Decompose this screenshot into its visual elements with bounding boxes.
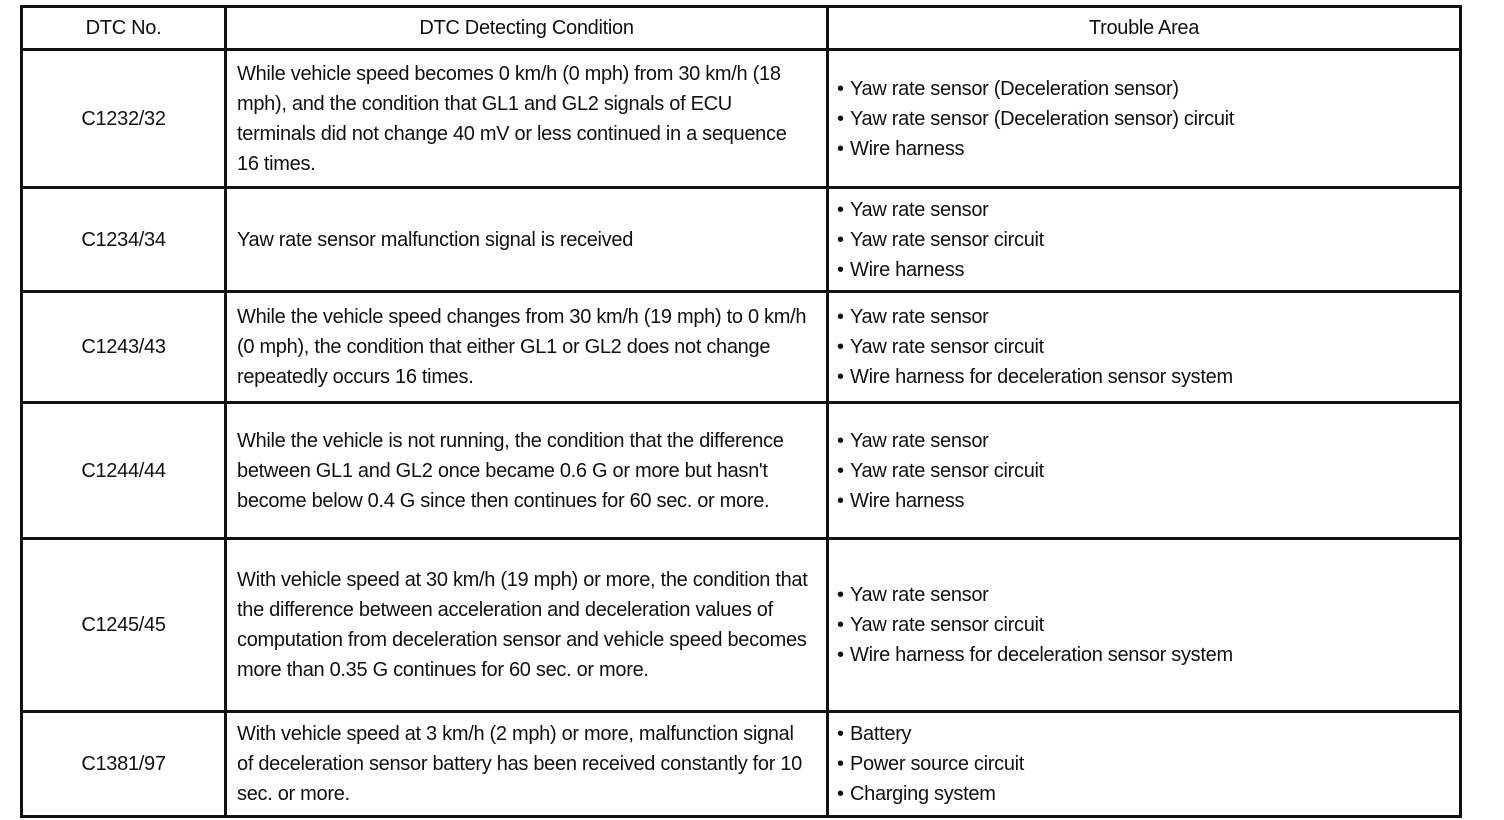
bullet-icon: •	[837, 77, 844, 100]
bullet-icon: •	[837, 107, 844, 130]
detecting-condition: While vehicle speed becomes 0 km/h (0 mph) from 30 km/h (18 mph), and the condition that GL1 and GL2 signals of ECU terminals did not change 40 mV or less continued in a sequence 16 times.	[226, 50, 828, 188]
bullet-icon: •	[837, 723, 844, 745]
trouble-area-item	[837, 719, 1449, 749]
trouble-area	[828, 712, 1461, 817]
bullet-icon: •	[837, 336, 844, 358]
bullet-icon: •	[837, 489, 844, 512]
bullet-icon: •	[837, 644, 844, 666]
table-row	[22, 50, 1461, 188]
trouble-area-item	[837, 74, 1449, 104]
bullet-icon: •	[837, 366, 844, 388]
trouble-area-item	[837, 749, 1449, 779]
trouble-area-text: Yaw rate sensor	[850, 584, 989, 606]
trouble-area-text: Wire harness for deceleration sensor system	[850, 366, 1233, 388]
dtc-code: C1244/44	[22, 403, 226, 539]
trouble-area	[828, 539, 1461, 712]
trouble-area-item	[837, 332, 1449, 362]
trouble-area-item	[837, 610, 1449, 640]
trouble-area-item	[837, 302, 1449, 332]
bullet-icon: •	[837, 198, 844, 221]
detecting-condition: With vehicle speed at 30 km/h (19 mph) or more, the condition that the difference between acceleration and deceleration values of computation from deceleration sensor and vehicle speed becomes more than 0.35 G continues for 60 sec. or more.	[226, 539, 828, 712]
header-dtc-no: DTC No.	[22, 7, 226, 50]
trouble-area	[828, 188, 1461, 292]
dtc-code: C1234/34	[22, 188, 226, 292]
trouble-area-text: Wire harness	[850, 489, 965, 512]
bullet-icon: •	[837, 306, 844, 328]
trouble-area-text: Yaw rate sensor (Deceleration sensor) circuit	[850, 107, 1235, 130]
trouble-area-text: Yaw rate sensor (Deceleration sensor)	[850, 77, 1179, 100]
trouble-area-text: Wire harness	[850, 137, 965, 160]
table-row	[22, 403, 1461, 539]
bullet-icon: •	[837, 459, 844, 482]
trouble-area-text: Charging system	[850, 783, 996, 805]
table-row	[22, 539, 1461, 712]
dtc-code: C1381/97	[22, 712, 226, 817]
dtc-code: C1243/43	[22, 292, 226, 403]
trouble-area-item	[837, 426, 1449, 456]
trouble-area-text: Wire harness for deceleration sensor system	[850, 644, 1233, 666]
trouble-area-item	[837, 195, 1449, 225]
trouble-area-text: Yaw rate sensor circuit	[850, 459, 1044, 482]
trouble-area-text: Power source circuit	[850, 753, 1025, 775]
detecting-condition: Yaw rate sensor malfunction signal is received	[226, 188, 828, 292]
trouble-area-item	[837, 134, 1449, 164]
table-row	[22, 292, 1461, 403]
header-row	[22, 7, 1461, 50]
trouble-area	[828, 403, 1461, 539]
trouble-area-text: Yaw rate sensor	[850, 429, 989, 452]
trouble-area	[828, 50, 1461, 188]
trouble-area	[828, 292, 1461, 403]
bullet-icon: •	[837, 614, 844, 636]
table-row	[22, 712, 1461, 817]
trouble-area-item	[837, 456, 1449, 486]
trouble-area-item	[837, 255, 1449, 285]
trouble-area-item	[837, 580, 1449, 610]
bullet-icon: •	[837, 429, 844, 452]
trouble-area-text: Battery	[850, 723, 912, 745]
trouble-area-item	[837, 362, 1449, 392]
header-detecting-condition: DTC Detecting Condition	[226, 7, 828, 50]
trouble-area-item	[837, 640, 1449, 670]
bullet-icon: •	[837, 228, 844, 251]
dtc-code: C1245/45	[22, 539, 226, 712]
trouble-area-text: Yaw rate sensor	[850, 198, 989, 221]
trouble-area-text: Yaw rate sensor circuit	[850, 228, 1044, 251]
dtc-table	[20, 5, 1462, 818]
trouble-area-text: Wire harness	[850, 258, 965, 281]
bullet-icon: •	[837, 137, 844, 160]
trouble-area-text: Yaw rate sensor circuit	[850, 336, 1044, 358]
trouble-area-item	[837, 486, 1449, 516]
trouble-area-item	[837, 225, 1449, 255]
trouble-area-item	[837, 779, 1449, 809]
detecting-condition: While the vehicle speed changes from 30 km/h (19 mph) to 0 km/h (0 mph), the condition that either GL1 or GL2 does not change repeatedly occurs 16 times.	[226, 292, 828, 403]
bullet-icon: •	[837, 783, 844, 805]
detecting-condition: With vehicle speed at 3 km/h (2 mph) or more, malfunction signal of deceleration sensor battery has been received constantly for 10 sec. or more.	[226, 712, 828, 817]
bullet-icon: •	[837, 258, 844, 281]
header-trouble-area: Trouble Area	[828, 7, 1461, 50]
dtc-code: C1232/32	[22, 50, 226, 188]
bullet-icon: •	[837, 753, 844, 775]
table-row	[22, 188, 1461, 292]
bullet-icon: •	[837, 584, 844, 606]
trouble-area-text: Yaw rate sensor	[850, 306, 989, 328]
detecting-condition: While the vehicle is not running, the condition that the difference between GL1 and GL2 once became 0.6 G or more but hasn't become below 0.4 G since then continues for 60 sec. or more.	[226, 403, 828, 539]
trouble-area-item	[837, 104, 1449, 134]
trouble-area-text: Yaw rate sensor circuit	[850, 614, 1044, 636]
